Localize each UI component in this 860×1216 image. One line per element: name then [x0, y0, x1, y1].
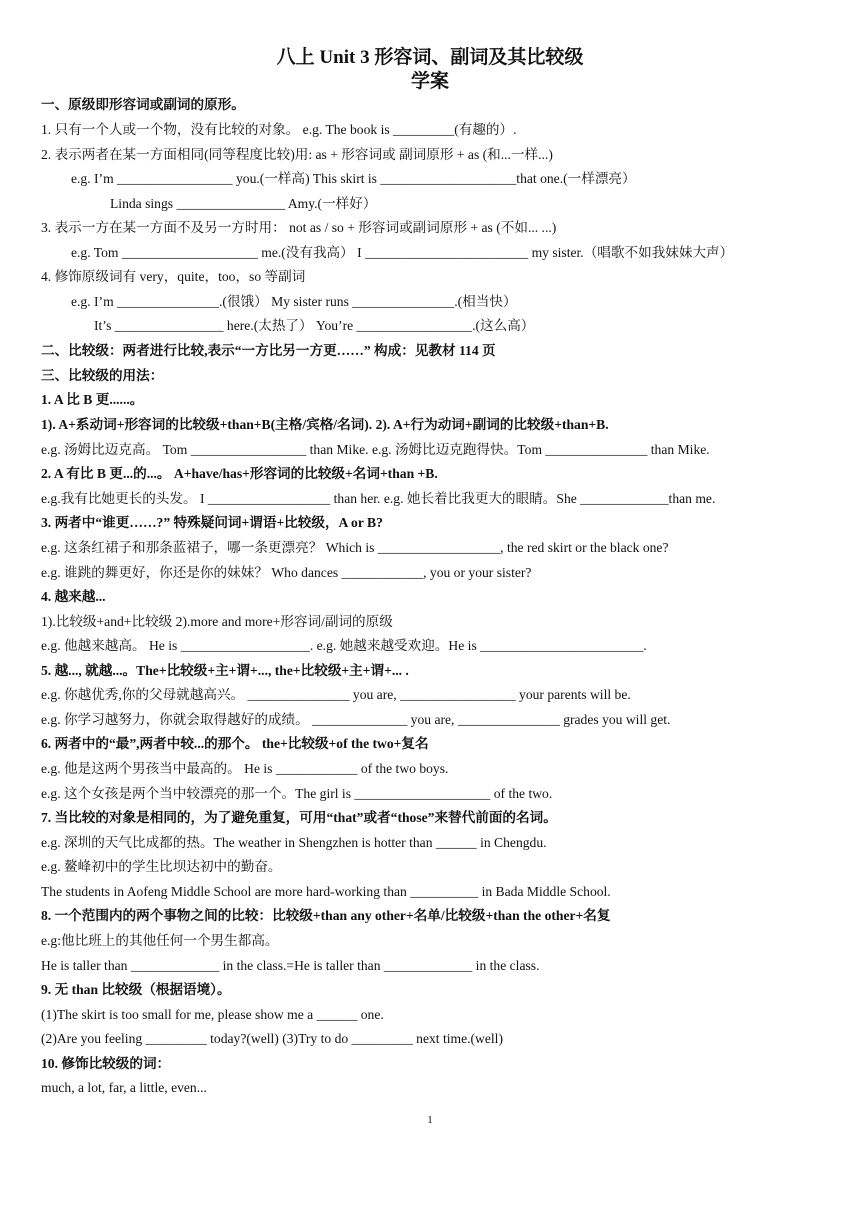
worksheet-line: 2. A 有比 B 更...的...。 A+have/has+形容词的比较级+名词+than +B. [41, 466, 438, 481]
page-number: 1 [427, 1114, 433, 1126]
worksheet-line: 三、比较级的用法： [41, 368, 164, 383]
worksheet-line: 1. A 比 B 更......。 [41, 392, 144, 407]
worksheet-line: 1).比较级+and+比较级 2).more and more+形容词/副词的原级 [41, 614, 393, 629]
worksheet-line: 9. 无 than 比较级（根据语境）。 [41, 982, 231, 997]
page-subtitle: 学案 [410, 71, 449, 92]
worksheet-line: e.g. 你学习越努力，你就会取得越好的成绩。 ______________ you are, _______________ grades you will get. [41, 712, 671, 727]
worksheet-line: 6. 两者中的“最”,两者中较...的那个。 the+比较级+of the two+复名 [41, 736, 429, 751]
worksheet-line: 1). A+系动词+形容词的比较级+than+B(主格/宾格/名词). 2). A+行为动词+副词的比较级+than+B. [41, 417, 609, 432]
worksheet-line: e.g. 这条红裙子和那条蓝裙子，哪一条更漂亮？ Which is __________________, the red skirt or the black one? [41, 540, 669, 555]
worksheet-line: e.g. 汤姆比迈克高。 Tom _________________ than Mike. e.g. 汤姆比迈克跑得快。Tom _______________ than Mike. [41, 442, 710, 457]
worksheet-line: Linda sings ________________ Amy.(一样好） [110, 196, 377, 211]
worksheet-line: 3. 两者中“谁更……?” 特殊疑问词+谓语+比较级，A or B? [41, 515, 383, 530]
worksheet-line: 5. 越..., 就越...。The+比较级+主+谓+..., the+比较级+主+谓+... . [41, 663, 409, 678]
worksheet-line: e.g. 他越来越高。 He is ___________________. e.g. 她越来越受欢迎。He is ________________________. [41, 638, 647, 653]
worksheet-line: e.g. 他是这两个男孩当中最高的。 He is ____________ of the two boys. [41, 761, 449, 776]
worksheet-line: 8. 一个范围内的两个事物之间的比较：比较级+than any other+名单/比较级+than the other+名复 [41, 908, 611, 923]
page-title: 八上 Unit 3 形容词、副词及其比较级 [276, 47, 584, 68]
worksheet-line: e.g:他比班上的其他任何一个男生都高。 [41, 933, 279, 948]
worksheet-line: e.g. 你越优秀,你的父母就越高兴。 _______________ you are, _________________ your parents will be. [41, 687, 631, 702]
worksheet-line: It’s ________________ here.(太热了） You’re _________________.(这么高） [94, 318, 535, 333]
worksheet-line: 4. 越来越... [41, 589, 106, 604]
worksheet-line: 10. 修饰比较级的词： [41, 1056, 171, 1071]
worksheet-line: e.g. 深圳的天气比成都的热。The weather in Shengzhen is hotter than ______ in Chengdu. [41, 835, 547, 850]
worksheet-line: 7. 当比较的对象是相同的，为了避免重复，可用“that”或者“those”来替代前面的名词。 [41, 810, 557, 825]
worksheet-line: He is taller than _____________ in the class.=He is taller than _____________ in the class. [41, 958, 540, 973]
worksheet-line: 1. 只有一个人或一个物，没有比较的对象。 e.g. The book is _________(有趣的）. [41, 122, 517, 137]
worksheet-line: e.g. I’m _______________.(很饿） My sister runs _______________.(相当快） [71, 294, 517, 309]
worksheet-line: 3. 表示一方在某一方面不及另一方时用： not as / so + 形容词或副词原形 + as (不如... ...) [41, 220, 557, 235]
worksheet-line: e.g. I’m _________________ you.(一样高) This skirt is ____________________that one.(一样漂亮） [71, 171, 636, 186]
worksheet-line: e.g. 鳌峰初中的学生比坝达初中的勤奋。 [41, 859, 282, 874]
worksheet-line: (1)The skirt is too small for me, please show me a ______ one. [41, 1007, 384, 1022]
worksheet-line: The students in Aofeng Middle School are more hard-working than __________ in Bada Middle School. [41, 884, 611, 899]
worksheet-line: much, a lot, far, a little, even... [41, 1080, 207, 1095]
worksheet-line: 二、比较级：两者进行比较,表示“一方比另一方更……” 构成：见教材 114 页 [41, 343, 496, 358]
worksheet-line: 2. 表示两者在某一方面相同(同等程度比较)用: as + 形容词或 副词原形 + as (和...一样...) [41, 147, 553, 162]
worksheet-line: 4. 修饰原级词有 very，quite，too，so 等副词 [41, 269, 306, 284]
worksheet-line: (2)Are you feeling _________ today?(well) (3)Try to do _________ next time.(well) [41, 1031, 503, 1046]
worksheet-line: e.g. 这个女孩是两个当中较漂亮的那一个。The girl is ____________________ of the two. [41, 786, 553, 801]
worksheet-line: e.g. Tom ____________________ me.(没有我高） I ________________________ my sister.（唱歌不如我妹妹大声） [71, 245, 734, 260]
worksheet-line: e.g.我有比她更长的头发。 I __________________ than her. e.g. 她长着比我更大的眼睛。She _____________than me. [41, 491, 716, 506]
worksheet-line: 一、原级即形容词或副词的原形。 [41, 97, 245, 112]
worksheet-line: e.g. 谁跳的舞更好，你还是你的妹妹？ Who dances ____________, you or your sister? [41, 565, 532, 580]
